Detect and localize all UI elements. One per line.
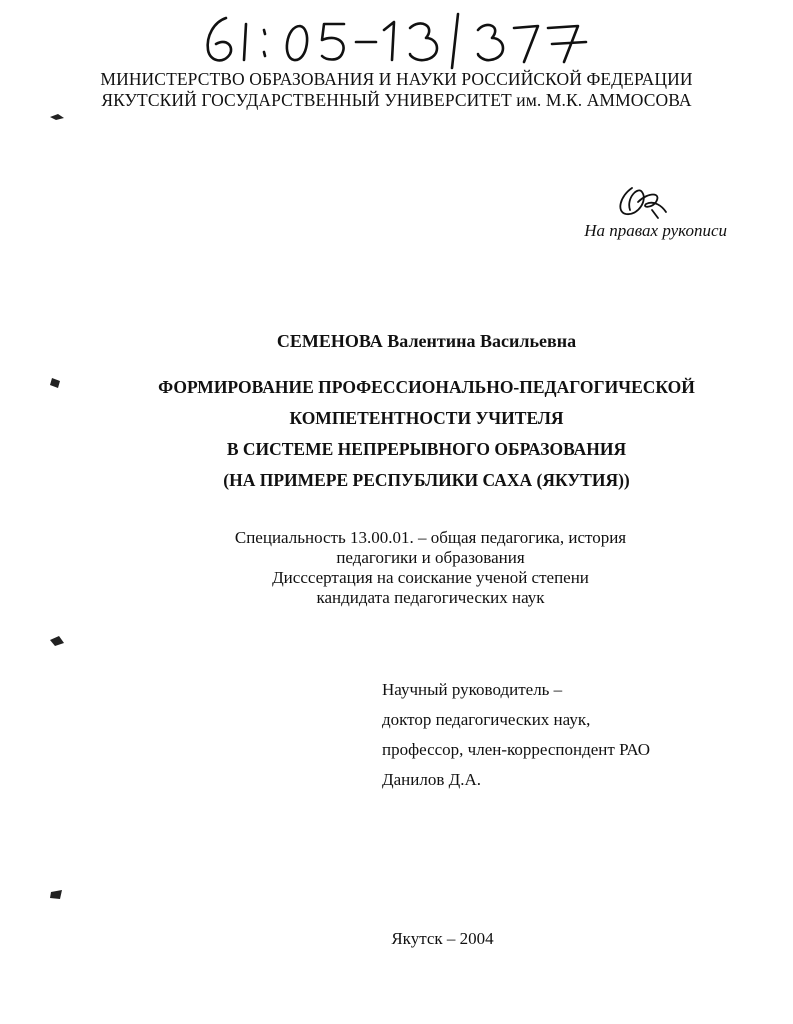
handwritten-archive-code: [196, 8, 596, 70]
title-line: В СИСТЕМЕ НЕПРЕРЫВНОГО ОБРАЗОВАНИЯ: [226, 439, 627, 459]
degree-line: кандидата педагогических наук: [316, 588, 545, 607]
title-line: (НА ПРИМЕРЕ РЕСПУБЛИКИ САХА (ЯКУТИЯ)): [223, 470, 630, 490]
ministry-header: [0, 69, 793, 111]
supervisor-title: профессор, член-корреспондент РАО: [382, 740, 651, 759]
signature: [612, 182, 672, 222]
title-line: ФОРМИРОВАНИЕ ПРОФЕССИОНАЛЬНО-ПЕДАГОГИЧЕСКОЙ: [158, 377, 695, 397]
scan-mark: [50, 890, 64, 900]
ministry-line-1: МИНИСТЕРСТВО ОБРАЗОВАНИЯ И НАУКИ РОССИЙСКОЙ ФЕДЕРАЦИИ: [100, 69, 693, 89]
supervisor-block: [382, 675, 650, 795]
city-year: Якутск – 2004: [391, 929, 494, 948]
supervisor-label: Научный руководитель –: [382, 680, 563, 699]
scan-mark: [50, 112, 64, 122]
university-line: ЯКУТСКИЙ ГОСУДАРСТВЕННЫЙ УНИВЕРСИТЕТ им. М.К. АММОСОВА: [101, 90, 692, 110]
supervisor-name: Данилов Д.А.: [382, 770, 481, 789]
specialty-line: Специальность 13.00.01. – общая педагогика, история: [234, 528, 627, 547]
degree-line: Дисссертация на соискание ученой степени: [272, 568, 589, 587]
specialty-line: педагогики и образования: [336, 548, 525, 567]
supervisor-degree: доктор педагогических наук,: [382, 710, 591, 729]
title-line: КОМПЕТЕНТНОСТИ УЧИТЕЛЯ: [289, 408, 564, 428]
scan-mark: [50, 636, 64, 646]
dissertation-title: [30, 372, 793, 496]
specialty-block: [34, 528, 793, 608]
rights-note: На правах рукописи: [584, 221, 727, 240]
author-name: СЕМЕНОВА Валентина Васильевна: [276, 331, 577, 351]
